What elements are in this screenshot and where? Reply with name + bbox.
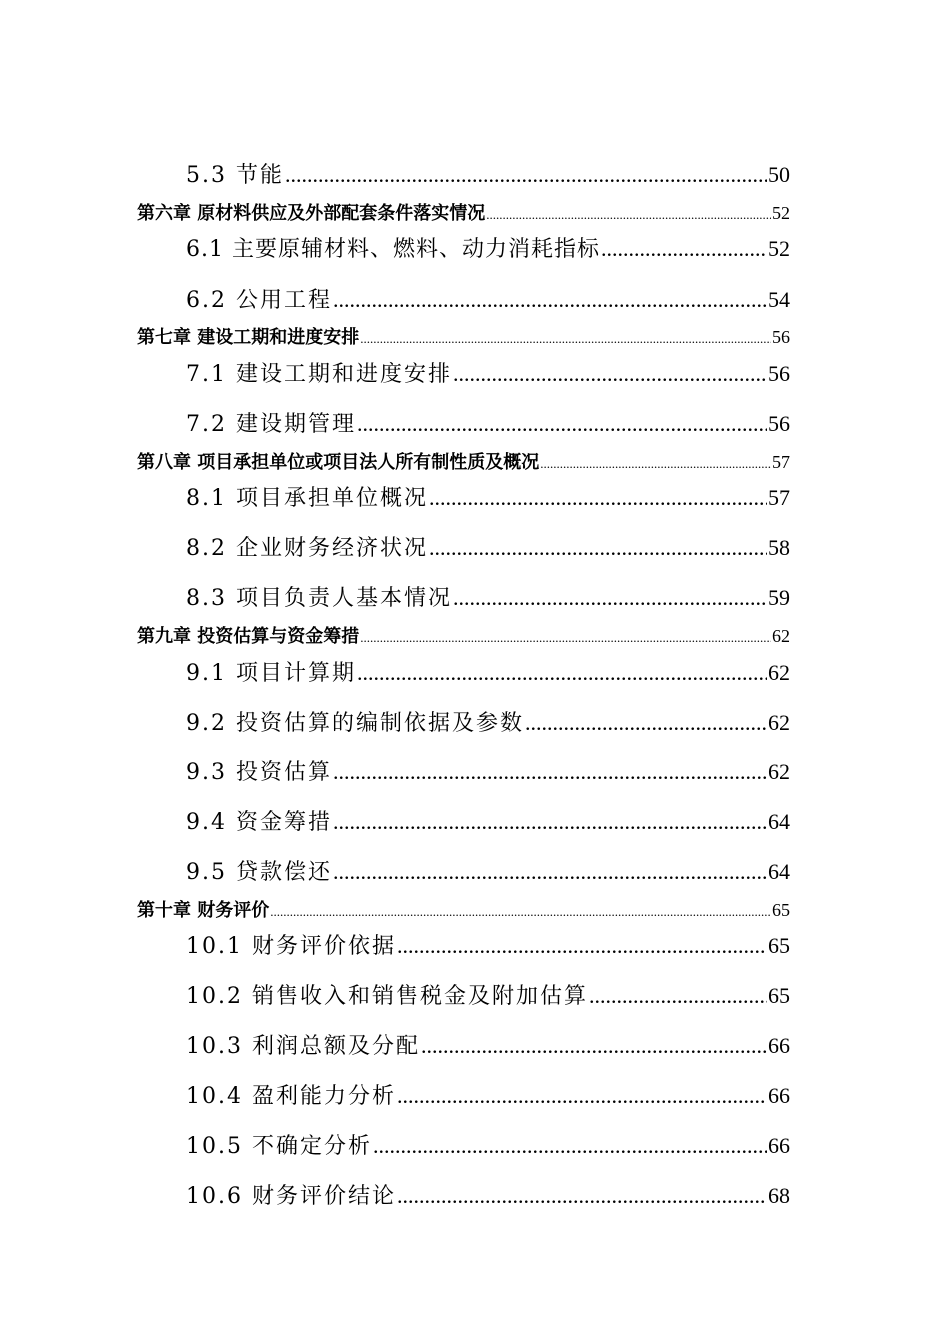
dot-leader bbox=[601, 236, 767, 262]
toc-entry-6-1[interactable] bbox=[186, 232, 790, 263]
toc-entry-page: 66 bbox=[768, 1033, 790, 1058]
toc-entry-9-5[interactable] bbox=[186, 855, 790, 886]
toc-chapter-page: 56 bbox=[772, 327, 790, 347]
toc-entry-10-6[interactable] bbox=[186, 1179, 790, 1210]
toc-entry-label: 10.2 销售收入和销售税金及附加估算 bbox=[186, 984, 588, 1009]
toc-entry-9-4[interactable] bbox=[186, 805, 790, 836]
toc-entry-label: 8.2 企业财务经济状况 bbox=[186, 536, 428, 561]
dot-leader bbox=[270, 904, 771, 920]
toc-chapter-page: 52 bbox=[772, 203, 790, 223]
toc-entry-8-2[interactable] bbox=[186, 531, 790, 562]
toc-entry-10-2[interactable] bbox=[186, 979, 790, 1010]
toc-entry-label: 7.2 建设期管理 bbox=[186, 412, 356, 437]
toc-entry-page: 66 bbox=[768, 1133, 790, 1158]
dot-leader bbox=[525, 710, 767, 736]
toc-entry-page: 54 bbox=[768, 287, 790, 312]
toc-entry-7-1[interactable] bbox=[186, 357, 790, 388]
dot-leader bbox=[540, 456, 771, 472]
toc-chapter-7[interactable] bbox=[137, 323, 790, 349]
dot-leader bbox=[486, 207, 771, 223]
dot-leader bbox=[373, 1133, 767, 1159]
toc-entry-label: 9.2 投资估算的编制依据及参数 bbox=[186, 711, 524, 736]
toc-entry-label: 9.4 资金筹措 bbox=[186, 810, 332, 835]
toc-entry-label: 6.2 公用工程 bbox=[186, 288, 332, 313]
toc-entry-10-4[interactable] bbox=[186, 1079, 790, 1110]
toc-chapter-10[interactable] bbox=[137, 896, 790, 922]
dot-leader bbox=[333, 809, 767, 835]
dot-leader bbox=[360, 331, 771, 347]
toc-entry-8-3[interactable] bbox=[186, 581, 790, 612]
toc-entry-page: 58 bbox=[768, 535, 790, 560]
dot-leader bbox=[360, 630, 771, 646]
toc-entry-page: 65 bbox=[768, 983, 790, 1008]
dot-leader bbox=[357, 411, 767, 437]
toc-entry-7-2[interactable] bbox=[186, 407, 790, 438]
toc-entry-label: 9.3 投资估算 bbox=[186, 760, 332, 785]
toc-entry-page: 62 bbox=[768, 710, 790, 735]
toc-entry-10-1[interactable] bbox=[186, 929, 790, 960]
dot-leader bbox=[333, 759, 767, 785]
toc-entry-10-3[interactable] bbox=[186, 1029, 790, 1060]
toc-chapter-page: 57 bbox=[772, 452, 790, 472]
toc-chapter-label: 第九章 投资估算与资金筹措 bbox=[137, 626, 360, 647]
toc-chapter-label: 第七章 建设工期和进度安排 bbox=[137, 327, 360, 348]
toc-entry-page: 62 bbox=[768, 660, 790, 685]
toc-entry-label: 10.4 盈利能力分析 bbox=[186, 1084, 396, 1109]
toc-entry-label: 8.1 项目承担单位概况 bbox=[186, 486, 428, 511]
toc-entry-5-3[interactable] bbox=[186, 158, 790, 189]
toc-entry-page: 57 bbox=[768, 485, 790, 510]
toc-entry-label: 6.1 主要原辅材料、燃料、动力消耗指标 bbox=[186, 237, 600, 262]
dot-leader bbox=[333, 287, 767, 313]
toc-chapter-6[interactable] bbox=[137, 199, 790, 225]
dot-leader bbox=[397, 933, 767, 959]
dot-leader bbox=[285, 162, 767, 188]
toc-entry-9-1[interactable] bbox=[186, 656, 790, 687]
toc-entry-label: 10.3 利润总额及分配 bbox=[186, 1034, 420, 1059]
dot-leader bbox=[333, 859, 767, 885]
toc-entry-page: 56 bbox=[768, 361, 790, 386]
toc-entry-page: 66 bbox=[768, 1083, 790, 1108]
toc-entry-page: 64 bbox=[768, 809, 790, 834]
toc-entry-page: 59 bbox=[768, 585, 790, 610]
toc-chapter-9[interactable] bbox=[137, 622, 790, 648]
dot-leader bbox=[453, 361, 767, 387]
dot-leader bbox=[429, 485, 767, 511]
toc-entry-8-1[interactable] bbox=[186, 481, 790, 512]
toc-entry-label: 9.5 贷款偿还 bbox=[186, 860, 332, 885]
dot-leader bbox=[589, 983, 767, 1009]
toc-entry-label: 5.3 节能 bbox=[186, 163, 284, 188]
toc-entry-6-2[interactable] bbox=[186, 283, 790, 314]
toc-entry-label: 10.5 不确定分析 bbox=[186, 1134, 372, 1159]
toc-chapter-label: 第十章 财务评价 bbox=[137, 900, 270, 921]
dot-leader bbox=[357, 660, 767, 686]
toc-entry-page: 56 bbox=[768, 411, 790, 436]
toc-entry-label: 9.1 项目计算期 bbox=[186, 661, 356, 686]
toc-entry-label: 7.1 建设工期和进度安排 bbox=[186, 362, 452, 387]
toc-entry-9-2[interactable] bbox=[186, 706, 790, 737]
toc-entry-label: 10.6 财务评价结论 bbox=[186, 1184, 396, 1209]
toc-chapter-page: 62 bbox=[772, 626, 790, 646]
toc-chapter-page: 65 bbox=[772, 900, 790, 920]
toc-entry-9-3[interactable] bbox=[186, 755, 790, 786]
toc-entry-page: 62 bbox=[768, 759, 790, 784]
dot-leader bbox=[421, 1033, 767, 1059]
toc-chapter-label: 第八章 项目承担单位或项目法人所有制性质及概况 bbox=[137, 452, 540, 473]
toc-entry-page: 65 bbox=[768, 933, 790, 958]
toc-entry-page: 52 bbox=[768, 236, 790, 261]
dot-leader bbox=[397, 1183, 767, 1209]
toc-entry-label: 8.3 项目负责人基本情况 bbox=[186, 586, 452, 611]
dot-leader bbox=[397, 1083, 767, 1109]
toc-entry-10-5[interactable] bbox=[186, 1129, 790, 1160]
toc-chapter-label: 第六章 原材料供应及外部配套条件落实情况 bbox=[137, 203, 486, 224]
toc-entry-page: 50 bbox=[768, 162, 790, 187]
toc-chapter-8[interactable] bbox=[137, 448, 790, 474]
dot-leader bbox=[453, 585, 767, 611]
dot-leader bbox=[429, 535, 767, 561]
toc-entry-label: 10.1 财务评价依据 bbox=[186, 934, 396, 959]
toc-entry-page: 68 bbox=[768, 1183, 790, 1208]
toc-entry-page: 64 bbox=[768, 859, 790, 884]
